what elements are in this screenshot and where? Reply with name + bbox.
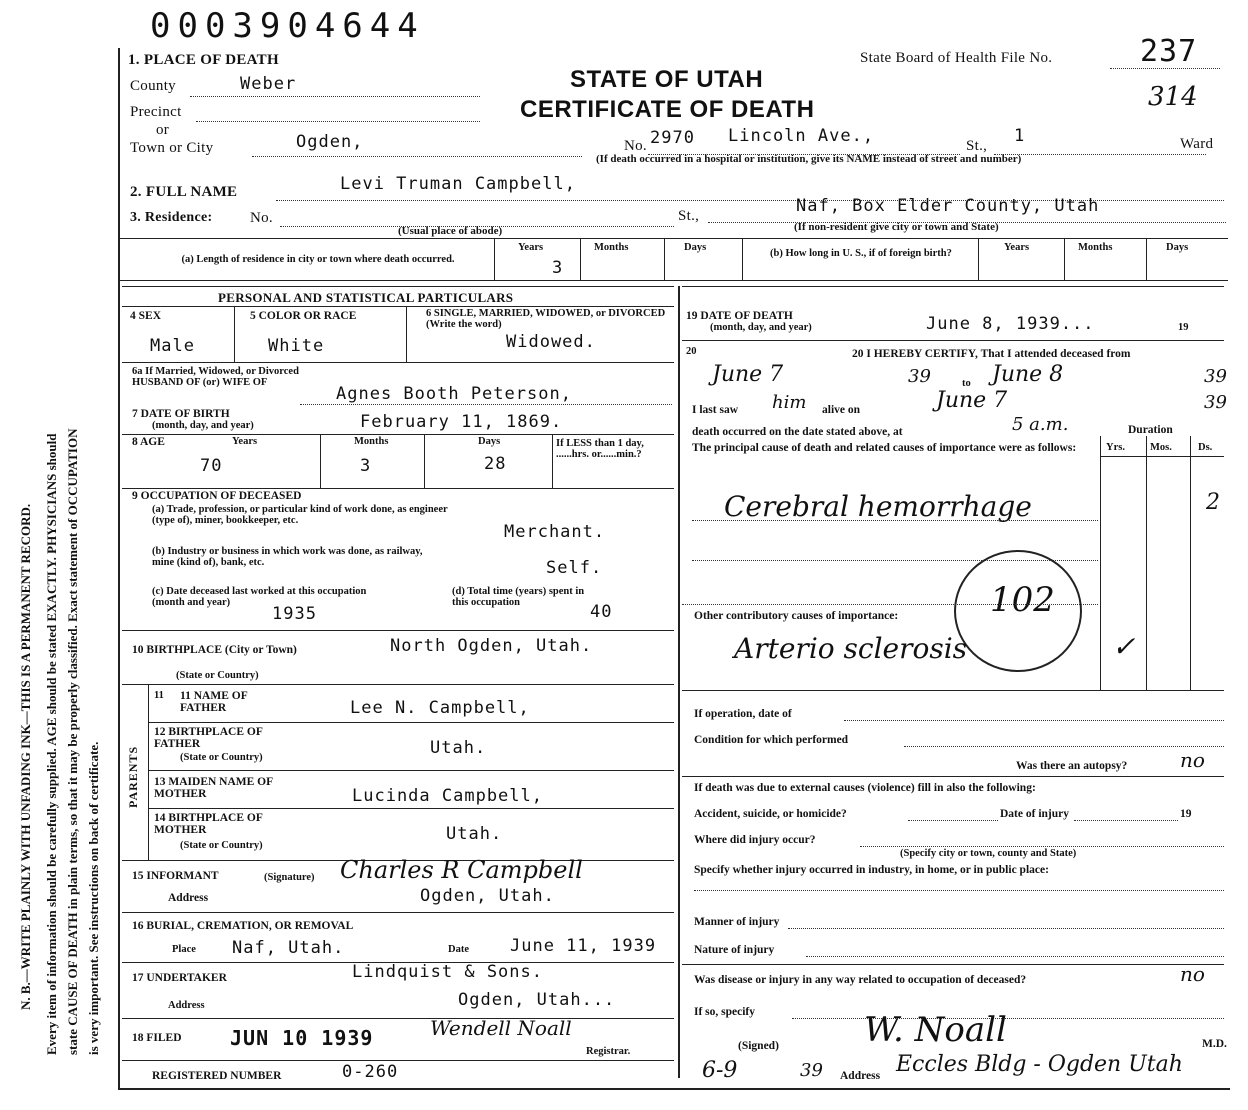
residence-no-label: No.	[250, 210, 273, 226]
file-number: 237	[1140, 34, 1198, 69]
serial-number: 0003904644	[150, 6, 425, 46]
other-causes-label: Other contributory causes of importance:	[694, 610, 899, 622]
attended-to: June 8	[992, 362, 1064, 387]
town-value: Ogden,	[296, 132, 364, 152]
file-number-handwritten: 314	[1148, 82, 1198, 112]
precinct-label: Precinct	[130, 104, 182, 120]
mother-label: 13 MAIDEN NAME OF MOTHER	[154, 776, 273, 800]
age-days: 28	[484, 454, 507, 474]
birthplace-label: 10 BIRTHPLACE (City or Town)	[132, 644, 297, 656]
physician-address-label: Address	[840, 1070, 881, 1082]
alive-on-label: alive on	[822, 404, 861, 416]
nonresident-note: (If non-resident give city or town and State)	[794, 221, 999, 233]
marital-label: 6 SINGLE, MARRIED, WIDOWED, or DIVORCED (Write the word)	[426, 308, 666, 330]
marital-value: Widowed.	[506, 332, 596, 352]
registered-number-value: 0-260	[342, 1062, 399, 1082]
injury-year-prefix: 19	[1180, 808, 1192, 820]
condition-label: Condition for which performed	[694, 734, 849, 746]
months-header: Months	[594, 242, 629, 253]
burial-place-value: Naf, Utah.	[232, 938, 345, 958]
occupation-d-label: (d) Total time (years) spent in this occupation	[452, 586, 585, 608]
occupation-c-label: (c) Date deceased last worked at this occupation (month and year)	[152, 586, 367, 608]
sex-label: 4 SEX	[130, 310, 161, 322]
occurred-label: death occurred on the date stated above, at	[692, 426, 903, 438]
death-time: 5 a.m.	[1012, 414, 1069, 435]
dob-label: 7 DATE OF BIRTH	[132, 408, 230, 420]
father-label: 11 NAME OF FATHER	[180, 690, 248, 714]
last-saw-label: I last saw	[692, 404, 739, 416]
st-label: St.,	[966, 138, 988, 154]
registrar-label: Registrar.	[586, 1046, 631, 1057]
cause-days: 2	[1206, 490, 1220, 515]
registered-number-label: REGISTERED NUMBER	[152, 1070, 282, 1082]
parents-label: PARENTS	[126, 745, 140, 808]
town-label: Town or City	[130, 140, 214, 156]
undertaker-value: Lindquist & Sons.	[352, 962, 543, 982]
last-saw-value: June 7	[936, 388, 1008, 413]
file-number-label: State Board of Health File No.	[860, 50, 1053, 66]
county-value: Weber	[240, 74, 297, 94]
dod-year-prefix: 19	[1178, 322, 1189, 333]
last-saw-who: him	[772, 392, 807, 413]
mother-value: Lucinda Campbell,	[352, 786, 543, 806]
last-saw-year: 39	[1204, 392, 1227, 413]
mother-birthplace-sublabel: (State or Country)	[180, 840, 263, 851]
undertaker-label: 17 UNDERTAKER	[132, 972, 227, 984]
physician-signature: W. Noall	[864, 1010, 1007, 1050]
place-of-death-label: 1. PLACE OF DEATH	[128, 52, 279, 68]
related-value: no	[1180, 962, 1205, 986]
age-years-label: Years	[232, 436, 258, 447]
occupation-a-label: (a) Trade, profession, or particular kind of work done, as engineer (type of), miner, bookkeeper, etc.	[152, 504, 448, 526]
external-causes-label: If death was due to external causes (violence) fill in also the following:	[694, 782, 1036, 794]
ds-header: Ds.	[1198, 442, 1213, 453]
age-months: 3	[360, 456, 372, 476]
last-worked-value: 1935	[272, 604, 317, 624]
registrar-signature: Wendell Noall	[430, 1016, 572, 1040]
dob-sublabel: (month, day, and year)	[152, 420, 254, 431]
margin-instructions-2: state CAUSE OF DEATH in plain terms, so that it may be properly classified. Exact statement of OCCUPATION	[65, 428, 80, 1055]
margin-instructions-3: is very important. See instructions on back of certificate.	[86, 741, 101, 1055]
father-birthplace-sublabel: (State or Country)	[180, 752, 263, 763]
duration-label: Duration	[1128, 424, 1173, 436]
residence-label: 3. Residence:	[130, 210, 213, 225]
father-birthplace-label: 12 BIRTHPLACE OF FATHER	[154, 726, 263, 750]
cause-value: Cerebral hemorrhage	[724, 490, 1032, 523]
to-label: to	[962, 378, 971, 389]
burial-date-value: June 11, 1939	[510, 936, 657, 956]
if-so-label: If so, specify	[694, 1006, 756, 1018]
injury-date-label: Date of injury	[1000, 808, 1069, 820]
signed-label: (Signed)	[738, 1040, 779, 1052]
age-label: 8 AGE	[132, 436, 165, 448]
years-header: Years	[518, 242, 544, 253]
informant-signature: Charles R Campbell	[340, 856, 583, 884]
sex-value: Male	[150, 336, 195, 356]
industry-value: Self.	[546, 558, 603, 578]
spouse-value: Agnes Booth Peterson,	[336, 384, 572, 404]
dod-label: 19 DATE OF DEATH	[686, 310, 793, 322]
occupation-value: Merchant.	[504, 522, 606, 542]
hospital-note: (If death occurred in a hospital or institution, give its NAME instead of street and number)	[596, 153, 1022, 165]
attended-from-year: 39	[908, 366, 931, 387]
foreign-days-header: Days	[1166, 242, 1189, 253]
age-years: 70	[200, 456, 223, 476]
burial-label: 16 BURIAL, CREMATION, OR REMOVAL	[132, 920, 354, 932]
personal-heading: PERSONAL AND STATISTICAL PARTICULARS	[218, 290, 514, 305]
informant-address-label: Address	[168, 892, 209, 904]
age-months-label: Months	[354, 436, 389, 447]
occupation-label: 9 OCCUPATION OF DECEASED	[132, 490, 302, 502]
checkmark: ✓	[1112, 630, 1136, 663]
attended-to-year: 39	[1204, 366, 1227, 387]
other-cause-value: Arterio sclerosis	[734, 632, 968, 665]
informant-address-value: Ogden, Utah.	[420, 886, 555, 906]
occupation-b-label: (b) Industry or business in which work was done, as railway, mine (kind of), bank, etc.	[152, 546, 423, 568]
less-than-day-label: If LESS than 1 day, ......hrs. or......min.?	[556, 438, 644, 460]
filed-label: 18 FILED	[132, 1032, 182, 1044]
full-name-value: Levi Truman Campbell,	[340, 174, 576, 194]
where-injury-sublabel: (Specify city or town, county and State)	[900, 848, 1077, 859]
county-label: County	[130, 78, 176, 94]
signed-year: 39	[800, 1060, 823, 1081]
classification-code: 102	[990, 580, 1055, 620]
physician-address-value: Eccles Bldg - Ogden Utah	[896, 1052, 1183, 1077]
dod-sublabel: (month, day, and year)	[710, 322, 812, 333]
nature-label: Nature of injury	[694, 944, 775, 956]
color-value: White	[268, 336, 325, 356]
or-label: or	[156, 122, 170, 138]
margin-warning: N. B.—WRITE PLAINLY WITH UNFADING INK—THIS IS A PERMANENT RECORD.	[18, 503, 33, 1010]
mother-birthplace-label: 14 BIRTHPLACE OF MOTHER	[154, 812, 263, 836]
spouse-label: 6a If Married, Widowed, or Divorced HUSBAND OF (or) WIFE OF	[132, 366, 299, 388]
color-label: 5 COLOR OR RACE	[250, 310, 357, 322]
length-residence-label: (a) Length of residence in city or town where death occurred.	[181, 254, 455, 265]
dob-value: February 11, 1869.	[360, 412, 563, 432]
age-days-label: Days	[478, 436, 501, 447]
birthplace-value: North Ogden, Utah.	[390, 636, 593, 656]
certify-num: 20	[686, 346, 697, 357]
residence-value: Naf, Box Elder County, Utah	[796, 196, 1100, 216]
street-no-value: 2970	[650, 128, 695, 148]
foreign-years-header: Years	[1004, 242, 1030, 253]
usual-abode-note: (Usual place of abode)	[398, 225, 503, 237]
days-header: Days	[684, 242, 707, 253]
full-name-label: 2. FULL NAME	[130, 184, 238, 200]
undertaker-address-value: Ogden, Utah...	[458, 990, 616, 1010]
birthplace-sublabel: (State or Country)	[176, 670, 259, 681]
where-injury-label: Where did injury occur?	[694, 834, 816, 846]
undertaker-address-label: Address	[168, 1000, 205, 1011]
md-label: M.D.	[1202, 1038, 1227, 1050]
operation-label: If operation, date of	[694, 708, 792, 720]
street-no-label: No.	[624, 138, 647, 154]
residence-st-label: St.,	[678, 208, 700, 224]
accident-label: Accident, suicide, or homicide?	[694, 808, 847, 820]
mos-header: Mos.	[1150, 442, 1172, 453]
burial-date-label: Date	[448, 944, 469, 955]
burial-place-label: Place	[172, 944, 196, 955]
foreign-birth-label: (b) How long in U. S., if of foreign birth?	[770, 248, 952, 259]
residence-years: 3	[552, 258, 564, 278]
autopsy-label: Was there an autopsy?	[1016, 760, 1128, 772]
informant-label: 15 INFORMANT	[132, 870, 219, 882]
title-state: STATE OF UTAH	[570, 66, 764, 93]
attended-from: June 7	[712, 362, 784, 387]
foreign-months-header: Months	[1078, 242, 1113, 253]
ward-label: Ward	[1180, 136, 1214, 152]
dod-value: June 8, 1939...	[926, 314, 1095, 334]
filed-stamp: JUN 10 1939	[230, 1026, 374, 1050]
father-num: 11	[154, 690, 164, 701]
signed-date: 6-9	[702, 1058, 738, 1083]
ward-value: 1	[1014, 126, 1026, 146]
cause-label: The principal cause of death and related causes of importance were as follows:	[692, 442, 1077, 454]
mother-birthplace-value: Utah.	[446, 824, 503, 844]
related-label: Was disease or injury in any way related to occupation of deceased?	[694, 974, 1027, 986]
signature-label: (Signature)	[264, 872, 315, 883]
street-value: Lincoln Ave.,	[728, 126, 875, 146]
yrs-header: Yrs.	[1106, 442, 1125, 453]
father-value: Lee N. Campbell,	[350, 698, 530, 718]
certify-label: 20 I HEREBY CERTIFY, That I attended deceased from	[852, 348, 1131, 360]
specify-injury-label: Specify whether injury occurred in industry, in home, or in public place:	[694, 864, 1049, 876]
manner-label: Manner of injury	[694, 916, 780, 928]
autopsy-value: no	[1180, 748, 1205, 772]
title-certificate: CERTIFICATE OF DEATH	[520, 96, 815, 123]
margin-instructions-1: Every item of information should be carefully supplied. AGE should be stated EXACTLY. PHYSICIANS should	[44, 433, 59, 1055]
father-birthplace-value: Utah.	[430, 738, 487, 758]
total-time-value: 40	[590, 602, 613, 622]
